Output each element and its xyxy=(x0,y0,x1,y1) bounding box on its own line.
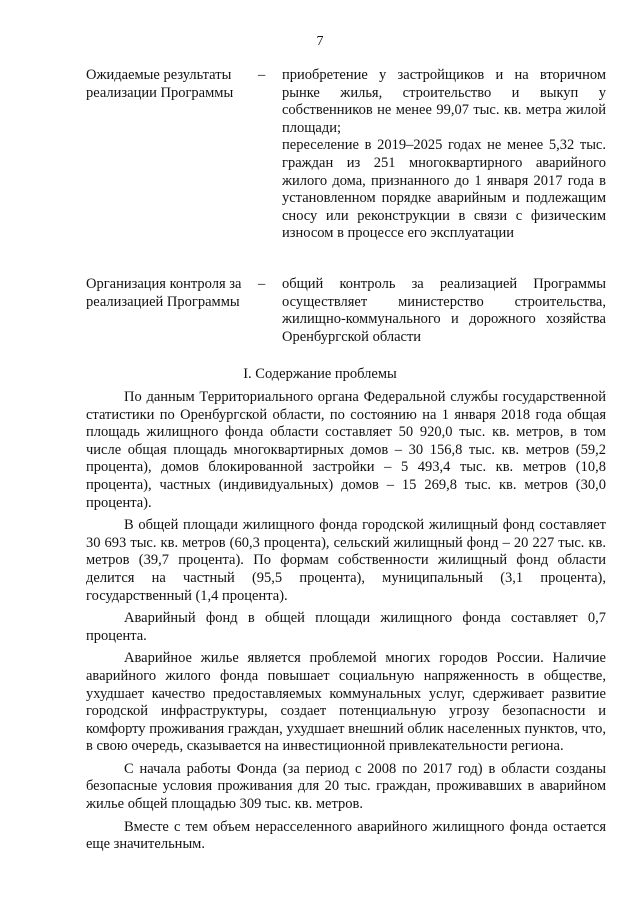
passport-dash: – xyxy=(258,67,266,83)
passport-row-control xyxy=(86,276,606,346)
page-number: 7 xyxy=(316,34,324,49)
passport-value xyxy=(282,67,606,243)
passport-dash: – xyxy=(258,276,266,292)
passport-paragraph: приобретение у застройщиков и на вторичном рынке жилья, строительство и выкуп у собственников не менее 99,07 тыс. кв. метра жилой площади; xyxy=(282,67,606,136)
body-paragraph: Аварийный фонд в общей площади жилищного фонда составляет 0,7 процента. xyxy=(86,610,606,644)
passport-paragraph: общий контроль за реализацией Программы осуществляет министерство строительства, жилищно-коммунального и дорожного хозяйства Оренбургской области xyxy=(282,276,606,345)
passport-label: Организация контроля за реализацией Программы xyxy=(86,276,242,310)
passport-row-expected-results xyxy=(86,67,606,243)
body-paragraph: Вместе с тем объем нерасселенного аварийного жилищного фонда остается еще значительным. xyxy=(86,818,606,853)
body-paragraph: В общей площади жилищного фонда городской жилищный фонд составляет 30 693 тыс. кв. метров (60,3 процента), сельский жилищный фонд – 20 227 тыс. кв. метров (39,7 процента). По формам собственности жилищный фонд области делится на частный (95,5 процента), муниципальный (3,1 процента), государственный (1,4 процента). xyxy=(86,517,606,604)
body-paragraph: По данным Территориального органа Федеральной службы государственной статистики по Оренбургской области, по состоянию на 1 января 2018 года общая площадь жилищного фонда области составляет 50 920,0 тыс. кв. метров, в том числе общая площадь многоквартирных домов – 30 156,8 тыс. кв. метров (59,2 процента), домов блокированной застройки – 5 493,4 тыс. кв. метров (10,8 процента), частных (индивидуальных) домов – 15 269,8 тыс. кв. метров (30,0 процента). xyxy=(86,389,606,511)
passport-paragraph: переселение в 2019–2025 годах не менее 5,32 тыс. граждан из 251 многоквартирного аварийного жилого дома, признанного до 1 января 2017 года в установленном порядке аварийным и подлежащим сносу или реконструкции в связи с физическим износом в процессе его эксплуатации xyxy=(282,137,606,242)
passport-label: Ожидаемые результаты реализации Программы xyxy=(86,67,234,101)
section-heading: I. Содержание проблемы xyxy=(243,366,397,382)
body-text xyxy=(86,389,606,859)
passport-value xyxy=(282,276,606,346)
body-paragraph: С начала работы Фонда (за период с 2008 по 2017 год) в области созданы безопасные условия проживания для 20 тыс. граждан, проживавших в аварийном жилье общей площадью 309 тыс. кв. метров. xyxy=(86,760,606,813)
body-paragraph: Аварийное жилье является проблемой многих городов России. Наличие аварийного жилого фонда повышает социальную напряженность в обществе, ухудшает качество предоставляемых коммунальных услуг, сдерживает развитие городской инфраструктуры, создает потенциальную угрозу безопасности и комфорту проживания граждан, ухудшает внешний облик населенных пунктов, что, в свою очередь, сказывается на инвестиционной привлекательности региона. xyxy=(86,650,606,755)
